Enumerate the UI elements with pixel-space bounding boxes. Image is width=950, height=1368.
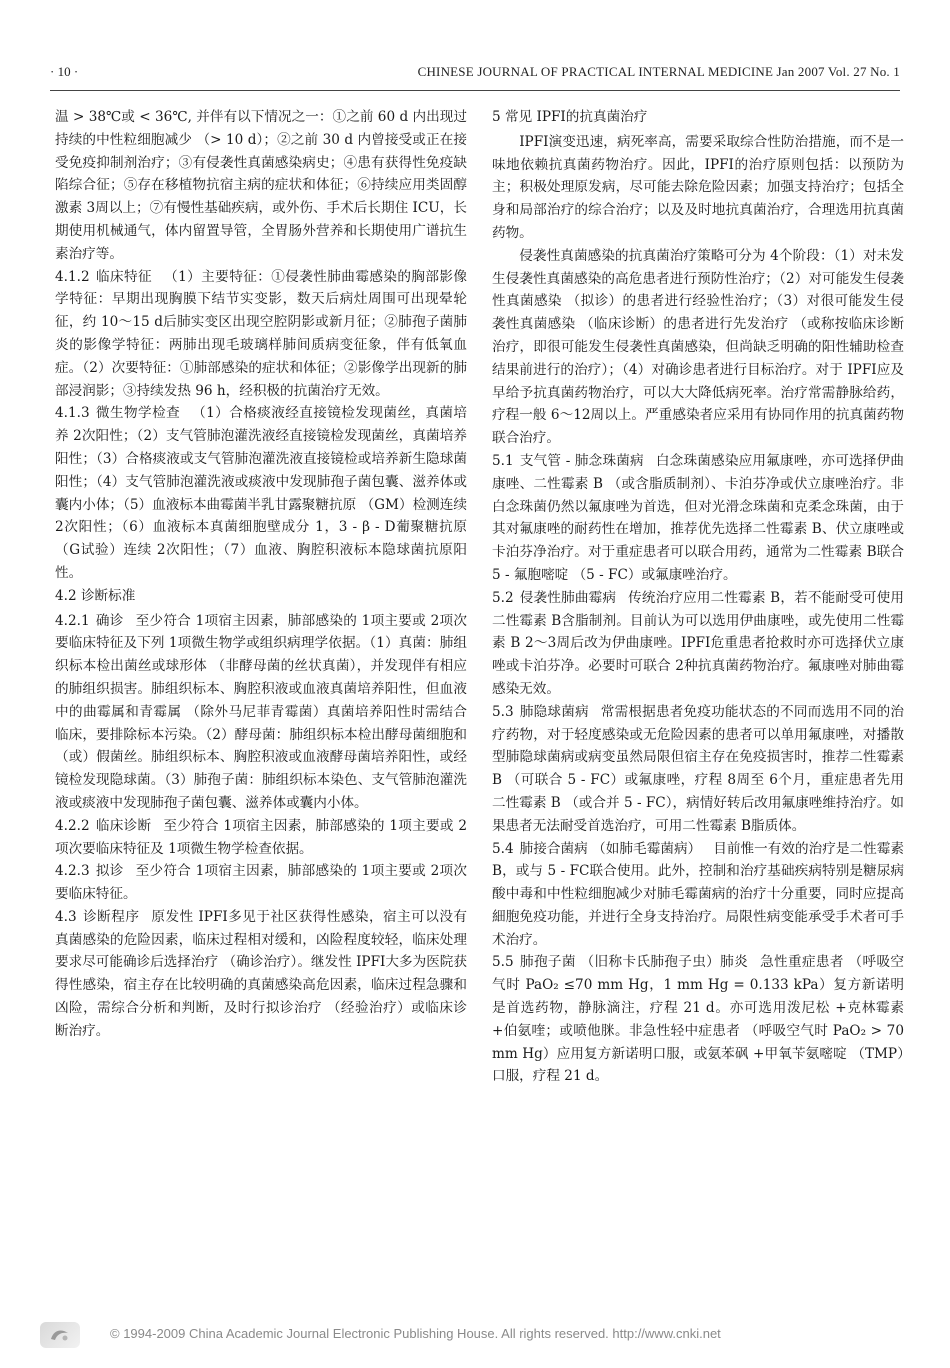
footer: [40, 1322, 910, 1348]
section-title: 拟诊: [95, 863, 124, 880]
copyright-notice: © 1994-2009 China Academic Journal Electronic Publishing House. All rights reserved. http://www.cnki.net: [110, 1326, 721, 1341]
section-number: 5.2: [492, 589, 514, 606]
section-number: 5.4: [492, 840, 514, 857]
section-number: 5.5: [492, 954, 514, 971]
section-body: 至少符合 1项宿主因素，肺部感染的 1项主要或 2项次要临床特征及 1项微生物学检查依据。: [55, 817, 467, 857]
section-4-1-3: [55, 402, 467, 584]
section-title: 肺隐球菌病: [519, 703, 589, 720]
section-4-2-3: [55, 860, 467, 906]
section-4-2-heading: 4.2 诊断标准: [55, 587, 136, 604]
section-body: （1）合格痰液经直接镜检发现菌丝，真菌培养 2次阳性；（2）支气管肺泡灌洗液经直接镜检发现菌丝，真菌培养阳性；（3）合格痰液或支气管肺泡灌洗液直接镜检或培养新生隐球菌阳性；（4）支气管肺泡灌洗液或痰液中发现肺孢子菌包囊、滋养体或囊内小体；（5）血液标本曲霉菌半乳甘露聚糖抗原 （GM）检测连续 2次阳性；（6）血液标本真菌细胞壁成分 1，3 - β - D葡聚糖抗原 （G试验）连续 2次阳性；（7）血液、胸腔积液标本隐球菌抗原阳性。: [55, 405, 467, 581]
section-body: 至少符合 1项宿主因素，肺部感染的 1项主要或 2项次要临床特征。: [55, 863, 467, 903]
header-rule: [50, 90, 900, 91]
section-5-5: [492, 951, 904, 1088]
section-number: 5.3: [492, 703, 514, 720]
section-number: 4.2.1: [55, 612, 90, 629]
section-body: 常需根据患者免疫功能状态的不同而选用不同的治疗药物，对于轻度感染或无危险因素的患者可以单用氟康唑，对播散型肺隐球菌病或病变虽然局限但宿主存在免疫损害时，推荐二性霉素 B （可联合 5 - FC）或氟康唑，疗程 8周至 6个月，重症患者先用二性霉素 B （或合并 5 - FC），病情好转后改用氟康唑维持治疗。如果患者无法耐受首选治疗，可用二性霉素 B脂质体。: [492, 703, 904, 834]
section-4-3: [55, 906, 467, 1043]
section-body: 急性重症患者 （呼吸空气时 PaO₂ ≤70 mm Hg，1 mm Hg = 0.133 kPa）复方新诺明是首选药物，静脉滴注，疗程 21 d。亦可选用泼尼松 +克林霉素 +伯氨喹；或喷他脒。非急性轻中症患者 （呼吸空气时 PaO₂ > 70 mm Hg）应用复方新诺明口服，或氨苯砜 +甲氧苄氨嘧啶 （TMP）口服，疗程 21 d。: [492, 954, 904, 1085]
section-body: （1）主要特征：①侵袭性肺曲霉感染的胸部影像学特征：早期出现胸膜下结节实变影，数天后病灶周围可出现晕轮征，约 10～15 d后肺实变区出现空腔阴影或新月征；②肺孢子菌肺炎的影像学特征：两肺出现毛玻璃样肺间质病变征象，伴有低氧血症。（2）次要特征：①肺部感染的症状和体征；②影像学出现新的肺部浸润影；③持续发热 96 h，经积极的抗菌治疗无效。: [55, 268, 468, 399]
section-title: 诊断程序: [82, 908, 140, 925]
page-number: · 10 ·: [50, 64, 79, 79]
treatment-strategy-paragraph: 侵袭性真菌感染的抗真菌治疗策略可分为 4个阶段：（1）对未发生侵袭性真菌感染的高危患者进行预防性治疗；（2）对可能发生侵袭性真菌感染 （拟诊）的患者进行经验性治疗；（3）对很可能发生侵袭性真菌感染 （临床诊断）的患者进行先发治疗 （或称按临床诊断治疗，即很可能发生侵袭性真菌感染，但尚缺乏明确的阳性辅助检查结果前进行的治疗）；（4）对确诊患者进行目标治疗。对于 IPFI应及早给予抗真菌药物治疗，可以大大降低病死率。治疗常需静脉给药，疗程一般 6～12周以上。严重感染者应采用有协同作用的抗真菌药物联合治疗。: [492, 247, 904, 447]
section-body: 至少符合 1项宿主因素，肺部感染的 1项主要或 2项次要临床特征及下列 1项微生物学或组织病理学依据。（1）真菌：肺组织标本检出菌丝或球形体 （非酵母菌的丝状真菌），并发现伴有相应的肺组织损害。肺组织标本、胸腔积液或血液真菌培养阳性，但血液中的曲霉属和青霉属 （除外马尼菲青霉菌）真菌培养阳性时需结合临床，要排除标本污染。（2）酵母菌：肺组织标本检出酵母菌细胞和 （或）假菌丝。肺组织标本、胸腔积液或血液酵母菌培养阳性，或经镜检发现隐球菌。（3）肺孢子菌：肺组织标本染色、支气管肺泡灌洗液或痰液中发现肺孢子菌包囊、滋养体或囊内小体。: [55, 612, 467, 811]
section-title: 临床特征: [95, 268, 153, 285]
running-header: [50, 64, 900, 88]
section-title: 确诊: [95, 612, 124, 629]
section-title: 微生物学检查: [95, 405, 181, 422]
section-body: 白念珠菌感染应用氟康唑，亦可选择伊曲康唑、二性霉素 B （或含脂质制剂）、卡泊芬净或伏立康唑治疗。非白念珠菌仍然以氟康唑为首选，但对光滑念珠菌和克柔念珠菌，由于其对氟康唑的耐药性在增加，推荐优先选择二性霉素 B、伏立康唑或卡泊芬净治疗。对于重症患者可以联合用药，通常为二性霉素 B联合 5 - 氟胞嘧啶 （5 - FC）或氟康唑治疗。: [492, 452, 904, 583]
section-title: 肺孢子菌 （旧称卡氏肺孢子虫）肺炎: [519, 954, 749, 971]
section-body: 原发性 IPFI多见于社区获得性感染，宿主可以没有真菌感染的危险因素，临床过程相对缓和，凶险程度较轻，临床处理要求尽可能确诊后选择治疗 （确诊治疗）。继发性 IPFI大多为医院获得性感染，宿主存在比较明确的真菌感染高危因素，临床过程急骤和凶险，需综合分析和判断，及时行拟诊治疗 （经验治疗）或临床诊断治疗。: [55, 908, 468, 1039]
section-number: 4.1.3: [55, 405, 90, 422]
section-title: 支气管 - 肺念珠菌病: [519, 452, 644, 469]
section-number: 4.3: [55, 908, 77, 925]
journal-info: CHINESE JOURNAL OF PRACTICAL INTERNAL MEDICINE Jan 2007 Vol. 27 No. 1: [417, 64, 900, 79]
cnki-logo-icon: [40, 1322, 80, 1348]
treatment-principles-paragraph: IPFI演变迅速，病死率高，需要采取综合性防治措施，而不是一味地依赖抗真菌药物治疗。因此，IPFI的治疗原则包括：以预防为主；积极处理原发病，尽可能去除危险因素；加强支持治疗；包括全身和局部治疗的综合治疗；以及及时地抗真菌治疗，合理选用抗真菌药物。: [492, 133, 904, 241]
section-5-3: [492, 701, 904, 838]
host-factor-paragraph: 温 > 38℃或 < 36℃, 并伴有以下情况之一：①之前 60 d 内出现过持续的中性粒细胞减少 （> 10 d）；②之前 30 d 内曾接受或正在接受免疫抑制剂治疗；③有侵袭性真菌感染病史；④患有获得性免疫缺陷综合征；⑤存在移植物抗宿主病的症状和体征；⑥持续应用类固醇激素 3周以上；⑦有慢性基础疾病，或外伤、手术后长期住 ICU，长期使用机械通气，体内留置导管，全胃肠外营养和长期使用广谱抗生素治疗等。: [55, 109, 467, 262]
section-5-1: [492, 450, 904, 587]
section-5-2: [492, 587, 904, 701]
section-body: 传统治疗应用二性霉素 B，若不能耐受可使用二性霉素 B含脂制剂。目前认为可以选用伊曲康唑，或先使用二性霉素 B 2～3周后改为伊曲康唑。IPFI危重患者抢救时亦可选择伏立康唑或卡泊芬净。必要时可联合 2种抗真菌药物治疗。氟康唑对肺曲霉感染无效。: [492, 589, 905, 697]
section-5-4: [492, 838, 904, 952]
section-title: 肺接合菌病 （如肺毛霉菌病）: [519, 840, 702, 857]
section-number: 4.1.2: [55, 268, 90, 285]
right-column: [492, 106, 904, 1088]
section-number: 5.1: [492, 452, 514, 469]
left-column: [55, 106, 467, 1043]
section-4-1-2: [55, 266, 467, 403]
section-title: 临床诊断: [95, 817, 152, 834]
section-number: 4.2.2: [55, 817, 90, 834]
section-body: 目前惟一有效的治疗是二性霉素 B，或与 5 - FC联合使用。此外，控制和治疗基础疾病特别是糖尿病酸中毒和中性粒细胞减少对肺毛霉菌病的治疗十分重要，同时应提高細胞免疫功能，并进行全身支持治疗。局限性病变能承受手术者可手术治疗。: [492, 840, 905, 948]
section-4-2-2: [55, 815, 467, 861]
section-title: 侵袭性肺曲霉病: [519, 589, 617, 606]
section-4-2-1: [55, 610, 467, 815]
section-5-heading: 5 常见 IPFI的抗真菌治疗: [492, 109, 648, 125]
section-number: 4.2.3: [55, 863, 90, 880]
